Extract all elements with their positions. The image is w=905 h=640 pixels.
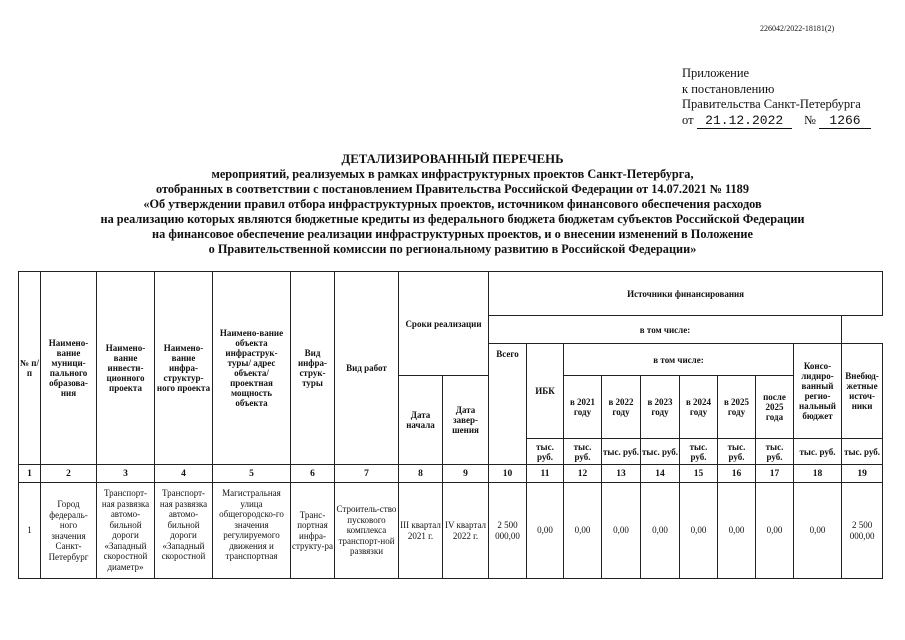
title-line-3: отобранных в соответствии с постановлением Правительства Российской Федерации от 14.07.2021 № 1189 [156, 182, 749, 196]
header-work-type: Вид работ [335, 272, 399, 465]
header-terms: Сроки реализации [399, 272, 489, 376]
header-start-date: Дата начала [399, 376, 443, 465]
header-2023: в 2023 году [641, 376, 680, 439]
col-number: 7 [335, 465, 399, 483]
unit-after-2025: тыс. руб. [756, 439, 794, 465]
col-number: 14 [641, 465, 680, 483]
resolution-date: 21.12.2022 [697, 113, 792, 130]
cell-investment-project: Транспорт-ная развязка автомо-бильной дороги «Западный скоростной диаметр» [97, 483, 155, 579]
header-2024: в 2024 году [680, 376, 718, 439]
header-ibk: ИБК [527, 344, 564, 439]
col-number: 15 [680, 465, 718, 483]
col-number: 4 [155, 465, 213, 483]
cell-infra-project: Транспорт-ная развязка автомо-бильной дороги «Западный скоростной [155, 483, 213, 579]
appendix-date-line [682, 113, 871, 130]
header-sources: Источники финансирования [489, 272, 883, 316]
header-num: № п/п [19, 272, 41, 465]
header-investment-project: Наимено-вание инвести-ционного проекта [97, 272, 155, 465]
cell-municipality: Город федераль-ного значения Санкт-Петербург [41, 483, 97, 579]
cell-end: IV квартал 2022 г. [443, 483, 489, 579]
appendix-line-3: Правительства Санкт-Петербурга [682, 97, 861, 111]
cell-2024: 0,00 [680, 483, 718, 579]
unit-2025: тыс. руб. [718, 439, 756, 465]
appendix-block [682, 66, 871, 129]
unit-extrabudget: тыс. руб. [842, 439, 883, 465]
title-line-4: «Об утверждении правил отбора инфраструктурных проектов, источником финансового обеспечения расходов [143, 197, 762, 211]
header-object: Наимено-вание объекта инфраструк-туры/ адрес объекта/ проектная мощность объекта [213, 272, 291, 465]
col-number: 16 [718, 465, 756, 483]
document-title [40, 152, 865, 257]
col-number: 19 [842, 465, 883, 483]
unit-ibk: тыс. руб. [527, 439, 564, 465]
cell-2025: 0,00 [718, 483, 756, 579]
col-number: 5 [213, 465, 291, 483]
unit-consolidated: тыс. руб. [794, 439, 842, 465]
cell-total: 2 500 000,00 [489, 483, 527, 579]
cell-ibk: 0,00 [527, 483, 564, 579]
cell-2022: 0,00 [602, 483, 641, 579]
col-number: 2 [41, 465, 97, 483]
col-number: 11 [527, 465, 564, 483]
col-number: 18 [794, 465, 842, 483]
unit-2021: тыс. руб. [564, 439, 602, 465]
header-including: в том числе: [489, 316, 842, 344]
cell-2023: 0,00 [641, 483, 680, 579]
header-2025: в 2025 году [718, 376, 756, 439]
appendix-line-2: к постановлению [682, 81, 775, 96]
col-number: 1 [19, 465, 41, 483]
appendix-line-1: Приложение [682, 66, 750, 80]
header-infra-project: Наимено-вание инфра-структур-ного проекта [155, 272, 213, 465]
table-row [19, 483, 883, 579]
resolution-number: 1266 [819, 113, 871, 130]
col-number: 12 [564, 465, 602, 483]
col-number: 10 [489, 465, 527, 483]
cell-work-type: Строитель-ство пускового комплекса транспорт-ной развязки [335, 483, 399, 579]
col-number: 17 [756, 465, 794, 483]
header-including-years: в том числе: [564, 344, 794, 376]
header-municipality: Наимено-вание муници-пального образова-ния [41, 272, 97, 465]
cell-extrabudget: 2 500 000,00 [842, 483, 883, 579]
title-heading: ДЕТАЛИЗИРОВАННЫЙ ПЕРЕЧЕНЬ [341, 152, 564, 166]
cell-start: III квартал 2021 г. [399, 483, 443, 579]
title-line-6: на финансовое обеспечение реализации инфраструктурных проектов, и о внесении изменений в Положение [152, 227, 753, 241]
unit-2023: тыс. руб. [641, 439, 680, 465]
col-number: 9 [443, 465, 489, 483]
title-line-7: о Правительственной комиссии по региональному развитию в Российской Федерации» [208, 242, 697, 256]
header-extrabudget: Внебюд-жетные источ-ники [842, 344, 883, 439]
cell-2021: 0,00 [564, 483, 602, 579]
unit-2024: тыс. руб. [680, 439, 718, 465]
financing-table [18, 271, 883, 579]
col-number: 6 [291, 465, 335, 483]
title-line-2: мероприятий, реализуемых в рамках инфраструктурных проектов Санкт-Петербурга, [211, 167, 694, 181]
header-end-date: Дата завер-шения [443, 376, 489, 465]
header-after-2025: после 2025 года [756, 376, 794, 439]
number-prefix: № [803, 112, 816, 127]
header-2021: в 2021 году [564, 376, 602, 439]
col-number: 13 [602, 465, 641, 483]
cell-consolidated: 0,00 [794, 483, 842, 579]
header-consolidated: Консо-лидиро-ванный регио-нальный бюджет [794, 344, 842, 439]
header-2022: в 2022 году [602, 376, 641, 439]
cell-num: 1 [19, 483, 41, 579]
cell-after-2025: 0,00 [756, 483, 794, 579]
col-number: 8 [399, 465, 443, 483]
title-line-5: на реализацию которых являются бюджетные кредиты из федерального бюджета бюджетам субъектов Российской Федерации [100, 212, 805, 226]
unit-2022: тыс. руб. [602, 439, 641, 465]
date-prefix: от [682, 112, 694, 127]
header-total: Всего [489, 344, 527, 465]
header-infra-type: Вид инфра-струк-туры [291, 272, 335, 465]
document-number: 226042/2022-18181(2) [760, 24, 835, 33]
cell-infra-type: Транс-портная инфра-структу-ра [291, 483, 335, 579]
col-number: 3 [97, 465, 155, 483]
cell-object: Магистральная улица общегородско-го значения регулируемого движения и транспортная [213, 483, 291, 579]
